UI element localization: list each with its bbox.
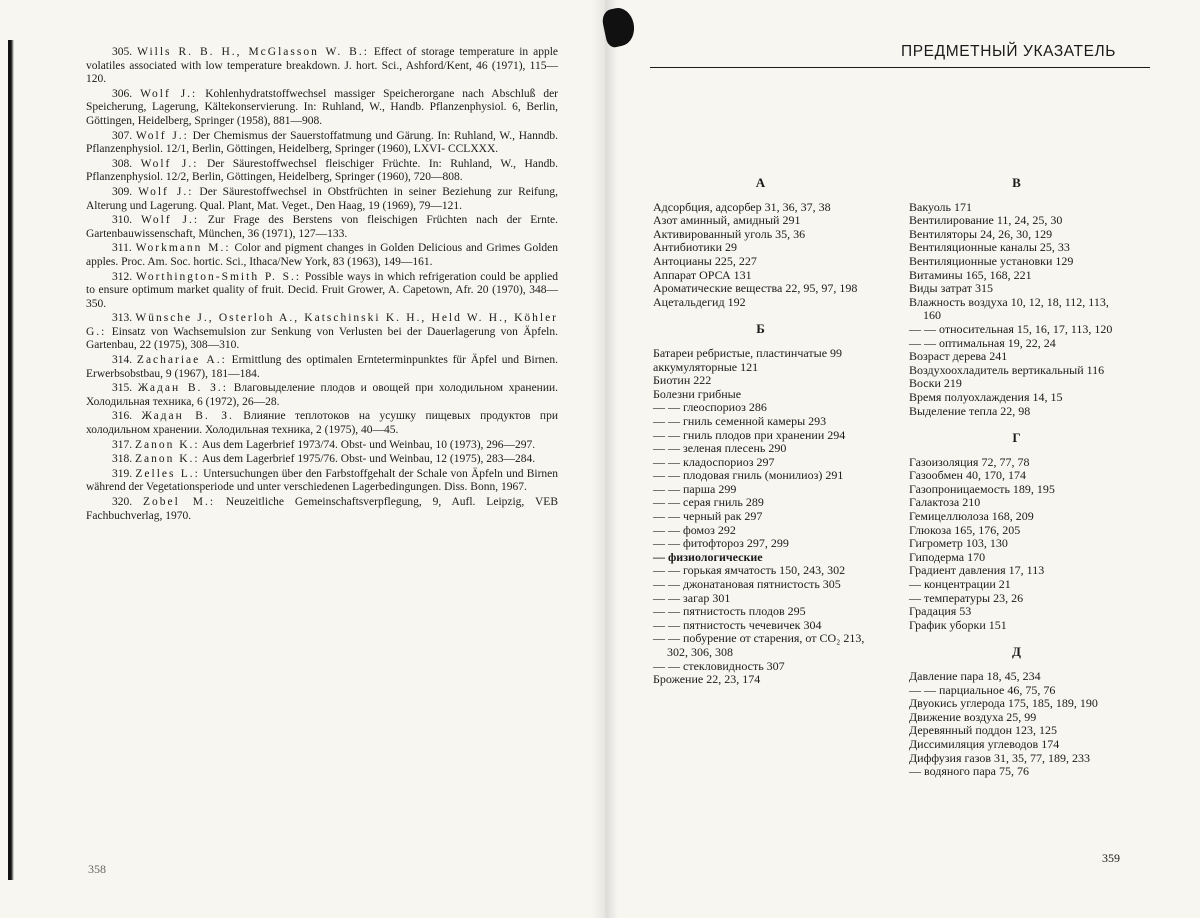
index-entry: — — гниль плодов при хранении 294: [653, 427, 846, 442]
index-entry: — — пятнистость плодов 295: [653, 604, 806, 619]
index-entry: — — загар 301: [653, 590, 731, 605]
reference-author: Wolf J.:: [140, 87, 198, 100]
reference-author: Workmann M.:: [135, 242, 231, 255]
reference-author: Zanon K.:: [135, 453, 200, 466]
index-entry: Ацетальдегид 192: [653, 294, 746, 309]
gutter-shadow: [592, 0, 618, 918]
reference-text: Der Säurestoffwechsel fleischiger Früchte. In: Ruhland, W., Handb. Pflanzenphysiol. 12/2, Berlin, Göttingen, Heidelberg, Springer (1960), 720—808.: [86, 157, 558, 184]
index-entry: — — джонатановая пятнистость 305: [653, 577, 841, 592]
reference-author: Wolf J.:: [140, 214, 200, 227]
reference-number: 318.: [112, 453, 133, 466]
index-entry: Вентиляторы 24, 26, 30, 129: [909, 226, 1053, 241]
index-entry: — — стекловидность 307: [653, 658, 785, 673]
index-entry: Виды затрат 315: [909, 281, 993, 296]
reference-author: Wills R. B. H., McGlasson W. B.:: [137, 46, 369, 58]
index-entry: — — горькая ямчатость 150, 243, 302: [653, 563, 846, 578]
header-rule: [650, 67, 1150, 68]
index-entry: Возраст дерева 241: [909, 349, 1008, 364]
reference-entry: [86, 382, 558, 409]
reference-text: Влаговыделение плодов и овощей при холодильном хранении. Холодильная техника, 6 (1972), 26—28.: [86, 382, 559, 408]
index-entry: Витамины 165, 168, 221: [909, 267, 1032, 282]
index-entry: Давление пара 18, 45, 234: [909, 669, 1041, 683]
index-entry: — концентрации 21: [909, 577, 1011, 592]
reference-text: Der Säurestoffwechsel in Obstfrüchten in seiner Beziehung zur Reifung, Alterung und Lagerung. Qual. Plant, Mat. Veget., Den Haag, 19 (1969), 79—121.: [86, 185, 558, 212]
index-entry: Батареи ребристые, пластинчатые 99: [653, 345, 843, 360]
index-letter-heading: Б: [756, 321, 765, 337]
index-entry: — — парциальное 46, 75, 76: [909, 682, 1056, 697]
index-entry: Галактоза 210: [909, 495, 981, 510]
reference-number: 313.: [112, 312, 133, 325]
reference-text: Zur Frage des Berstens von fleischigen Früchten nach der Ernte. Gartenbauwissenschaft, München, 36 (1971), 127—133.: [86, 214, 558, 240]
reference-number: 309.: [112, 185, 133, 198]
reference-text: Neuzeitliche Gemeinschaftsverpflegung, 9, Aufl. Leipzig, VEB Fachbuchverlag, 1970.: [86, 496, 558, 522]
index-entry: — — побурение от старения, от CO₂ 213, 302, 306, 308: [653, 631, 865, 659]
index-entry: Газопроницаемость 189, 195: [909, 481, 1055, 496]
index-letter-heading: Г: [1012, 430, 1021, 446]
reference-author: Wolf J.:: [140, 157, 199, 170]
reference-entry: [86, 439, 558, 453]
reference-text: Der Chemismus der Sauerstoffatmung und Gärung. In: Ruhland, W., Hanndb. Pflanzenphysiol. 12/1, Berlin, Göttingen, Heidelberg, Springer (1960), LXVI- CCLXXX.: [86, 129, 558, 156]
index-entry: Антибиотики 29: [653, 240, 738, 255]
index-entry: — — фитофтороз 297, 299: [653, 536, 789, 551]
reference-text: Possible ways in which refrigeration could be applied to ensure optimum market quality of fruit. Decid. Fruit Grower, A. Capetown, Afr. 20 (1970), 348—350.: [86, 270, 559, 310]
index-entry: Деревянный поддон 123, 125: [909, 723, 1058, 738]
index-entry: — физиологические: [653, 549, 763, 564]
reference-text: Ermittlung des optimalen Ernteterminpunktes für Äpfel und Birnen. Erwerbsobstbau, 9 (1967), 181—184.: [86, 354, 558, 380]
index-entry: График уборки 151: [909, 617, 1007, 632]
index-entry: Азот аминный, амидный 291: [653, 213, 801, 228]
index-entry: Выделение тепла 22, 98: [909, 403, 1031, 418]
reference-number: 306.: [112, 87, 133, 100]
reference-entry: [86, 312, 558, 353]
index-entry: Активированный уголь 35, 36: [653, 226, 806, 241]
index-entry: — — зеленая плесень 290: [653, 441, 787, 456]
index-entry: Вентиляционные каналы 25, 33: [909, 240, 1070, 255]
index-entry: Вентилирование 11, 24, 25, 30: [909, 213, 1063, 228]
index-entry: — температуры 23, 26: [909, 590, 1024, 605]
index-entry: — — кладоспориоз 297: [653, 454, 775, 469]
index-entry: Ароматические вещества 22, 95, 97, 198: [653, 281, 858, 296]
index-entry: — — плодовая гниль (монилиоз) 291: [653, 468, 844, 483]
reference-text: Einsatz von Wachsemulsion zur Senkung von Verlusten bei der Dauerlagerung von Äpfeln. Gartenbau, 22 (1975), 308—310.: [86, 325, 559, 352]
reference-number: 315.: [112, 382, 133, 395]
bleed-through-text: [652, 48, 882, 188]
reference-entry: [86, 46, 558, 87]
index-letter-heading: В: [1012, 175, 1021, 190]
index-entry: Вентиляционные установки 129: [909, 253, 1074, 268]
index-entry: Воздухоохладитель вертикальный 116: [909, 362, 1105, 377]
reference-number: 320.: [112, 496, 133, 508]
index-entry: Болезни грибные: [653, 386, 742, 401]
reference-number: 310.: [112, 214, 133, 227]
index-entry: Биотин 222: [653, 373, 712, 388]
reference-author: Wolf J.:: [138, 185, 194, 198]
reference-number: 314.: [112, 354, 133, 367]
reference-entry: [86, 186, 558, 213]
index-entry: Аппарат ОРСА 131: [653, 267, 752, 282]
index-entry: Антоцианы 225, 227: [653, 253, 757, 268]
index-entry: Адсорбция, адсорбер 31, 36, 37, 38: [653, 199, 831, 214]
index-entry: — — черный рак 297: [653, 509, 763, 524]
index-column-right: [909, 176, 1124, 779]
index-entry: Время полуохлаждения 14, 15: [909, 389, 1063, 404]
index-letter-heading: Д: [1012, 644, 1021, 660]
reference-author: Wolf J.:: [135, 129, 189, 142]
reference-entry: [86, 88, 558, 129]
reference-author: Worthington-Smith P. S.:: [135, 270, 302, 283]
reference-number: 316.: [112, 410, 133, 423]
index-entry: Вакуоль 171: [909, 199, 972, 214]
reference-entry: [86, 453, 558, 467]
index-entry: Гемицеллюлоза 168, 209: [909, 509, 1034, 524]
reference-number: 319.: [112, 467, 133, 480]
index-entry: Диссимиляция углеводов 174: [909, 736, 1060, 751]
reference-number: 317.: [112, 438, 133, 451]
reference-number: 305.: [112, 46, 133, 58]
reference-text: Aus dem Lagerbrief 1973/74. Obst- und Weinbau, 10 (1973), 296—297.: [201, 438, 536, 451]
page-number-right: 359: [1102, 851, 1120, 865]
reference-entry: [86, 271, 558, 312]
reference-author: Zachariae A.:: [136, 354, 227, 367]
index-entry: Гиподерма 170: [909, 549, 986, 564]
bibliography-list: [86, 46, 558, 524]
index-entry: — — пятнистость чечевичек 304: [653, 617, 822, 632]
index-entry: — водяного пара 75, 76: [909, 764, 1029, 779]
index-entry: — — оптимальная 19, 22, 24: [909, 335, 1056, 350]
index-entry: Двуокись углерода 175, 185, 189, 190: [909, 696, 1098, 711]
index-entry: Брожение 22, 23, 174: [653, 672, 761, 687]
index-entry: Градиент давления 17, 113: [909, 563, 1045, 578]
reference-text: Kohlenhydratstoffwechsel massiger Speicherorgane nach Abschluß der Speicherung, Lagerung, Kältekonservierung. In: Ruhland, W., Handb. Pflanzenphysiol. 6, Berlin, Göttingen, Heidelberg, Springer (1958), 881—908.: [86, 87, 558, 127]
reference-number: 307.: [112, 129, 133, 142]
reference-number: 308.: [112, 157, 133, 170]
reference-text: Aus dem Lagerbrief 1975/76. Obst- und Weinbau, 12 (1975), 283—284.: [201, 453, 536, 466]
index-entry: — — парша 299: [653, 481, 737, 496]
index-entry: Глюкоза 165, 176, 205: [909, 522, 1021, 537]
reference-entry: [86, 410, 558, 437]
index-column-left: [653, 176, 868, 687]
reference-author: Жадан В. З.:: [137, 382, 228, 395]
reference-number: 311.: [112, 242, 132, 255]
reference-entry: [86, 354, 558, 381]
index-entry: Движение воздуха 25, 99: [909, 709, 1037, 724]
reference-author: Жадан В. З.: [141, 410, 234, 423]
reference-text: Effect of storage temperature in apple volatiles associated with low temperature breakdown. J. hort. Sci., Ashford/Kent, 46 (1971), 115—120.: [86, 46, 559, 86]
index-entry: — — серая гниль 289: [653, 495, 764, 510]
reference-author: Zelles L.:: [135, 467, 200, 480]
reference-author: Zobel M.:: [143, 496, 216, 508]
index-entry: Воски 219: [909, 376, 962, 391]
index-letter-heading: А: [755, 175, 766, 190]
reference-number: 312.: [112, 270, 133, 283]
index-entry: — — глеоспориоз 286: [653, 400, 767, 415]
reference-author: Zanon K.:: [135, 438, 200, 451]
bleed-through-text: [86, 712, 558, 852]
index-entry: — — фомоз 292: [653, 522, 736, 537]
page-number-left: 358: [88, 862, 106, 876]
reference-entry: [86, 468, 558, 495]
page-edge-shadow: [8, 40, 14, 880]
reference-entry: [86, 496, 558, 523]
reference-text: Color and pigment changes in Golden Delicious and Grimes Golden apples. Proc. Am. Soc. hortic. Sci., Ithaca/New York, 83 (1963), 149—161.: [86, 242, 559, 268]
index-entry: Влажность воздуха 10, 12, 18, 112, 113, 160: [909, 294, 1109, 323]
index-entry: Газообмен 40, 170, 174: [909, 468, 1026, 483]
index-entry: Диффузия газов 31, 35, 77, 189, 233: [909, 750, 1091, 765]
reference-author: Wünsche J., Osterloh A., Katschinski K. H., Held W. H., Köhler G.:: [86, 312, 558, 338]
index-entry: аккумуляторные 121: [653, 359, 759, 374]
index-entry: — — гниль семенной камеры 293: [653, 413, 827, 428]
reference-text: Влияние теплотоков на усушку пищевых продуктов при холодильном хранении. Холодильная техника, 2 (1975), 40—45.: [86, 410, 558, 437]
reference-text: Untersuchungen über den Farbstoffgehalt der Schale von Äpfeln und Birnen während der Vegetationsperiode und unter verschiedenen Lagerbedingungen. Diss. Bonn, 1967.: [86, 467, 559, 494]
index-entry: Газоизоляция 72, 77, 78: [909, 454, 1030, 469]
reference-entry: [86, 242, 558, 269]
reference-entry: [86, 214, 558, 241]
reference-entry: [86, 158, 558, 185]
reference-entry: [86, 130, 558, 157]
index-entry: Гигрометр 103, 130: [909, 536, 1008, 551]
index-title: ПРЕДМЕТНЫЙ УКАЗАТЕЛЬ: [901, 43, 1117, 60]
index-entry: Градация 53: [909, 604, 972, 619]
index-entry: — — относительная 15, 16, 17, 113, 120: [909, 321, 1113, 336]
